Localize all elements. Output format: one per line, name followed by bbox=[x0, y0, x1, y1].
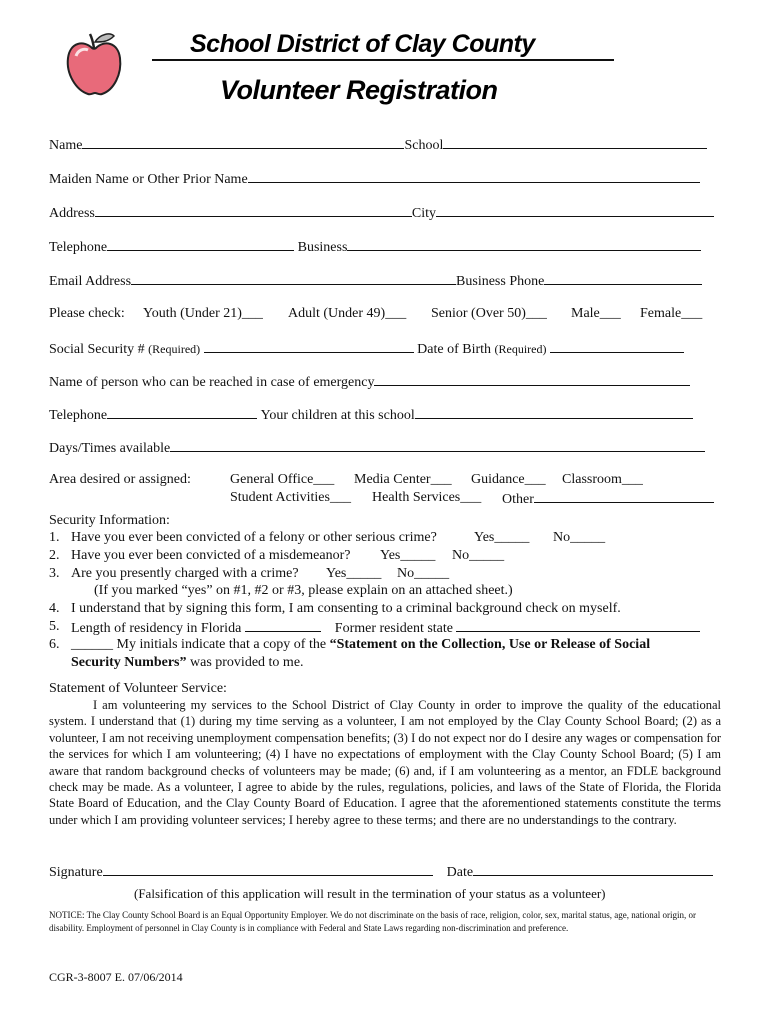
statement-body: I am volunteering my services to the School District of Clay County in order to improve the quality of the educational system. I understand that (1) during my time serving as a volunteer, I am not employed by the Clay County School Board; (2) as a volunteer, I am not receiving unemployment compensation benefits; (3) I do not expect nor do I desire any wages or compensation for the services for which I am volunteering; (4) I have no expectations of employment with the Clay County School Board; (5) I am aware that random background checks of volunteers may be made; (6) and, if I am volunteering as a mentor, an FDLE background check may be made. As a volunteer, I agree to abide by the rules, regulations, policies, and laws of the State of Florida, the Florida State Board of Education, and the Clay County Board of Education. I agree that the aforementioned statements constitute the terms under which I am providing volunteer services; I hereby agree to these terms; and there are no understandings to the contrary. bbox=[49, 698, 721, 827]
notice-text: NOTICE: The Clay County School Board is an Equal Opportunity Employer. We do not discriminate on the basis of race, religion, color, sex, marital status, age, national origin, or disability. Employment of personnel in Clay County is in compliance with Federal and State Laws regarding non-discrimination and preference. bbox=[49, 910, 696, 933]
school-field[interactable] bbox=[443, 136, 707, 149]
q6-initials-field[interactable]: ______ bbox=[71, 637, 113, 652]
adult-checkbox[interactable]: Adult (Under 49)___ bbox=[288, 306, 407, 321]
apple-logo bbox=[62, 28, 126, 100]
business-phone-label: Business Phone bbox=[456, 274, 545, 289]
maiden-name-field[interactable] bbox=[248, 170, 700, 183]
emergency-label: Name of person who can be reached in case of emergency bbox=[49, 375, 375, 390]
signature-field[interactable] bbox=[103, 863, 433, 876]
children-label: Your children at this school bbox=[260, 408, 415, 423]
q4-text: I understand that by signing this form, I am consenting to a criminal background check on myself. bbox=[71, 601, 621, 616]
q3-yes[interactable]: Yes_____ bbox=[326, 566, 382, 581]
female-checkbox[interactable]: Female___ bbox=[640, 306, 703, 321]
male-checkbox[interactable]: Male___ bbox=[571, 306, 621, 321]
emergency-field[interactable] bbox=[374, 373, 690, 386]
name-field[interactable] bbox=[82, 136, 404, 149]
q6-bold-statement: “Statement on the Collection, Use or Release of Social bbox=[329, 637, 651, 652]
children-field[interactable] bbox=[415, 406, 693, 419]
q6-bold-statement-end: Security Numbers” bbox=[71, 655, 187, 670]
business-label: Business bbox=[297, 240, 348, 255]
q4-number: 4. bbox=[49, 601, 60, 616]
media-center-checkbox[interactable]: Media Center___ bbox=[354, 472, 452, 487]
maiden-name-label: Maiden Name or Other Prior Name bbox=[49, 172, 248, 187]
statement-heading: Statement of Volunteer Service: bbox=[49, 681, 227, 696]
residency-length-field[interactable] bbox=[245, 619, 321, 632]
statement-paragraph bbox=[49, 697, 721, 828]
q5-number: 5. bbox=[49, 619, 60, 634]
telephone-field[interactable] bbox=[107, 238, 294, 251]
student-activities-checkbox[interactable]: Student Activities___ bbox=[230, 490, 351, 505]
please-check-label: Please check: bbox=[49, 306, 125, 321]
former-state-label: Former resident state bbox=[334, 621, 453, 636]
q1-number: 1. bbox=[49, 530, 60, 545]
falsification-note: (Falsification of this application will result in the termination of your status as a volunteer) bbox=[134, 886, 606, 901]
q2-number: 2. bbox=[49, 548, 60, 563]
q6-text: My initials indicate that a copy of the bbox=[116, 637, 327, 652]
address-label: Address bbox=[49, 206, 95, 221]
senior-checkbox[interactable]: Senior (Over 50)___ bbox=[431, 306, 547, 321]
q3-no[interactable]: No_____ bbox=[397, 566, 450, 581]
ssn-required: (Required) bbox=[148, 342, 201, 356]
email-field[interactable] bbox=[131, 272, 456, 285]
other-label: Other bbox=[502, 492, 534, 507]
q3-number: 3. bbox=[49, 566, 60, 581]
security-heading: Security Information: bbox=[49, 513, 170, 528]
date-field[interactable] bbox=[473, 863, 713, 876]
q2-text: Have you ever been convicted of a misdemeanor? bbox=[71, 548, 351, 563]
signature-label: Signature bbox=[49, 865, 103, 880]
q6-number: 6. bbox=[49, 637, 60, 652]
health-services-checkbox[interactable]: Health Services___ bbox=[372, 490, 482, 505]
area-label: Area desired or assigned: bbox=[49, 472, 191, 487]
days-times-label: Days/Times available bbox=[49, 441, 171, 456]
address-field[interactable] bbox=[95, 204, 412, 217]
other-field[interactable] bbox=[534, 490, 714, 503]
telephone-label: Telephone bbox=[49, 240, 108, 255]
q1-yes[interactable]: Yes_____ bbox=[474, 530, 530, 545]
youth-checkbox[interactable]: Youth (Under 21)___ bbox=[143, 306, 263, 321]
name-label: Name bbox=[49, 138, 83, 153]
q2-yes[interactable]: Yes_____ bbox=[380, 548, 436, 563]
email-label: Email Address bbox=[49, 274, 132, 289]
school-label: School bbox=[404, 138, 444, 153]
business-phone-field[interactable] bbox=[544, 272, 702, 285]
dob-label: Date of Birth bbox=[417, 342, 492, 357]
days-times-field[interactable] bbox=[170, 439, 705, 452]
q5-text: Length of residency in Florida bbox=[71, 621, 242, 636]
general-office-checkbox[interactable]: General Office___ bbox=[230, 472, 335, 487]
date-label: Date bbox=[446, 865, 474, 880]
q1-text: Have you ever been convicted of a felony or other serious crime? bbox=[71, 530, 437, 545]
classroom-checkbox[interactable]: Classroom___ bbox=[562, 472, 643, 487]
q6-text-end: was provided to me. bbox=[190, 655, 304, 670]
q2-no[interactable]: No_____ bbox=[452, 548, 505, 563]
form-code: CGR-3-8007 E. 07/06/2014 bbox=[49, 970, 183, 984]
title-underline bbox=[152, 59, 614, 61]
q3-text: Are you presently charged with a crime? bbox=[71, 566, 299, 581]
city-field[interactable] bbox=[436, 204, 714, 217]
q1-no[interactable]: No_____ bbox=[553, 530, 606, 545]
dob-field[interactable] bbox=[550, 340, 684, 353]
business-field[interactable] bbox=[347, 238, 701, 251]
guidance-checkbox[interactable]: Guidance___ bbox=[471, 472, 546, 487]
telephone2-field[interactable] bbox=[107, 406, 257, 419]
ssn-field[interactable] bbox=[204, 340, 414, 353]
ssn-label: Social Security # bbox=[49, 342, 145, 357]
former-state-field[interactable] bbox=[456, 619, 700, 632]
page-subtitle: Volunteer Registration bbox=[220, 75, 498, 105]
page-title: School District of Clay County bbox=[190, 30, 535, 58]
city-label: City bbox=[411, 206, 437, 221]
telephone2-label: Telephone bbox=[49, 408, 108, 423]
q3-note: (If you marked “yes” on #1, #2 or #3, please explain on an attached sheet.) bbox=[94, 583, 513, 598]
dob-required: (Required) bbox=[494, 342, 547, 356]
